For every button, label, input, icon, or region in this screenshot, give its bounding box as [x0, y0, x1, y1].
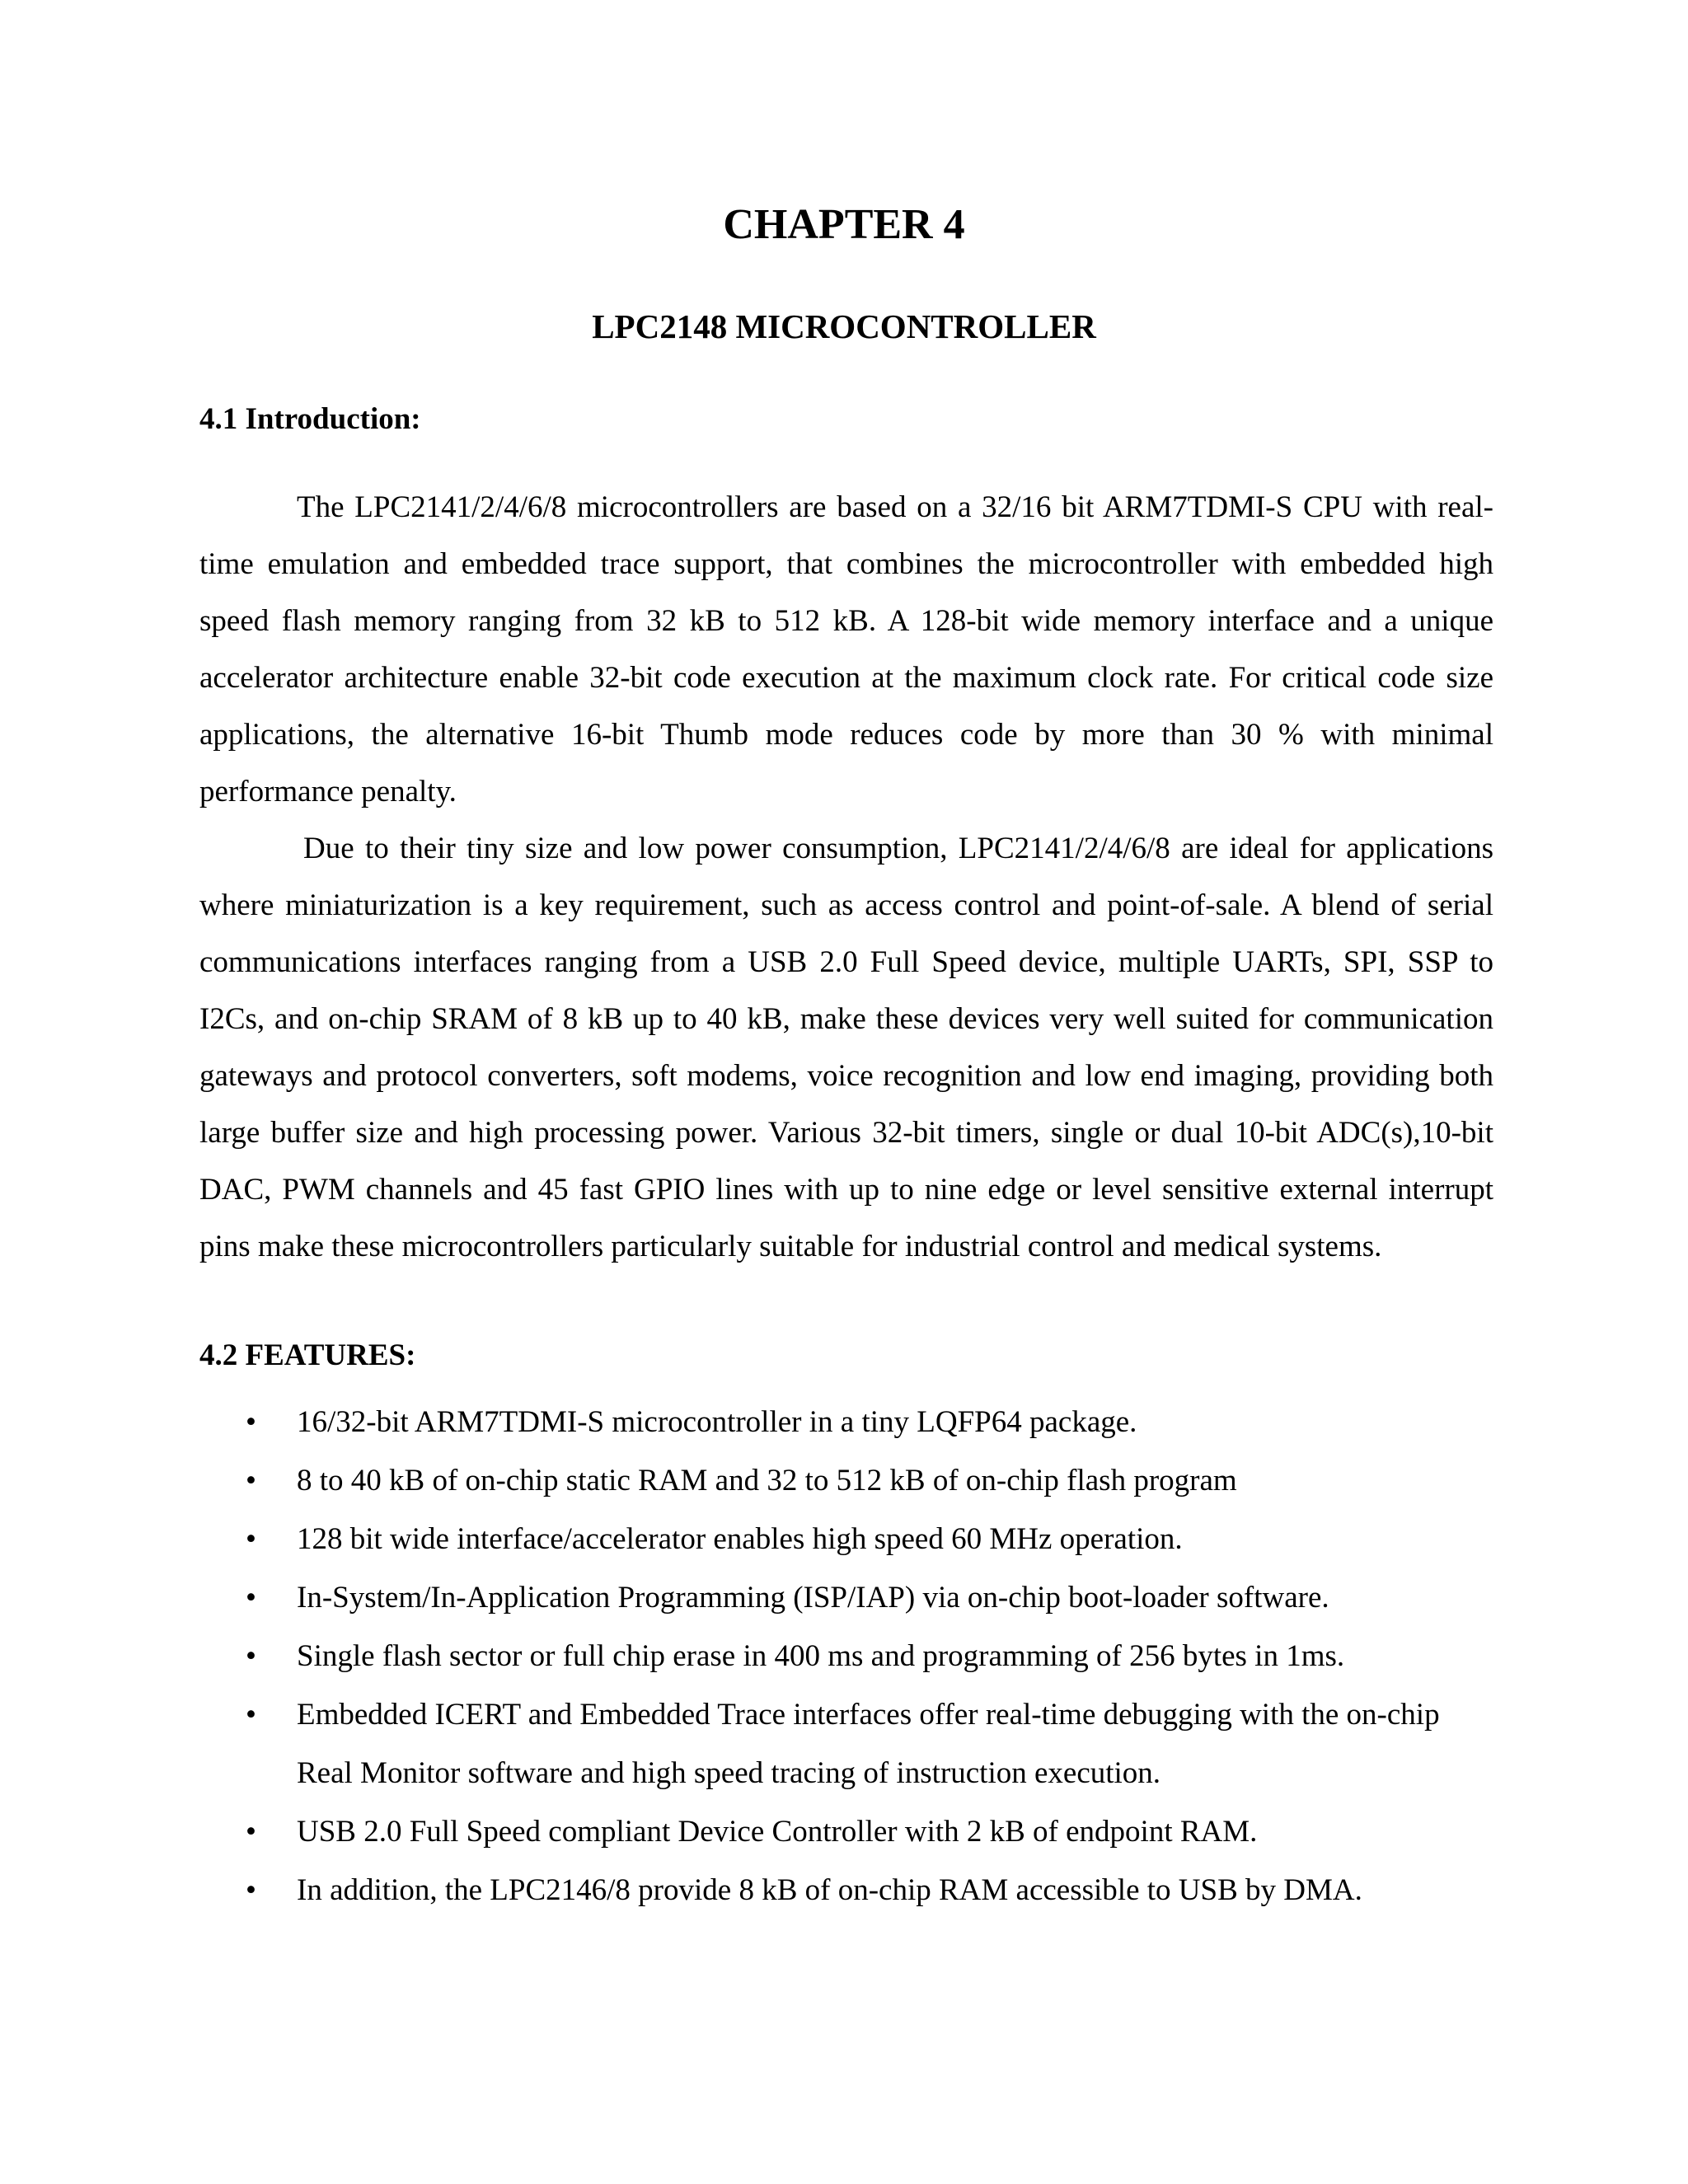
feature-text: Embedded ICERT and Embedded Trace interfaces offer real-time debugging with the on-chip Real Monitor software and high speed tracing of instruction execution.	[297, 1698, 1440, 1790]
bullet-icon: •	[246, 1522, 256, 1556]
feature-item	[199, 1685, 1493, 1802]
chapter-subtitle: LPC2148 MICROCONTROLLER	[592, 307, 1096, 345]
bullet-icon: •	[246, 1698, 256, 1732]
feature-text: 16/32-bit ARM7TDMI-S microcontroller in a tiny LQFP64 package.	[297, 1405, 1137, 1439]
feature-text: 8 to 40 kB of on-chip static RAM and 32 to 512 kB of on-chip flash program	[297, 1464, 1237, 1497]
feature-text: Single flash sector or full chip erase in 400 ms and programming of 256 bytes in 1ms.	[297, 1639, 1345, 1673]
feature-item	[199, 1568, 1493, 1627]
feature-item	[199, 1861, 1493, 1919]
feature-item	[199, 1510, 1493, 1568]
feature-text: In addition, the LPC2146/8 provide 8 kB of on-chip RAM accessible to USB by DMA.	[297, 1873, 1362, 1907]
section-heading-introduction: 4.1 Introduction:	[199, 402, 421, 436]
bullet-icon: •	[246, 1815, 256, 1849]
bullet-icon: •	[246, 1581, 256, 1615]
feature-text: 128 bit wide interface/accelerator enables high speed 60 MHz operation.	[297, 1522, 1183, 1556]
chapter-title: CHAPTER 4	[723, 201, 965, 248]
feature-item	[199, 1802, 1493, 1861]
feature-item	[199, 1627, 1493, 1685]
bullet-icon: •	[246, 1464, 256, 1497]
bullet-icon: •	[246, 1873, 256, 1907]
feature-item	[199, 1393, 1493, 1451]
intro-paragraph-2: Due to their tiny size and low power consumption, LPC2141/2/4/6/8 are ideal for applications where miniaturization is a key requirement, such as access control and point-of-sale. A blend of serial communications interfaces ranging from a USB 2.0 Full Speed device, multiple UARTs, SPI, SSP to I2Cs, and on-chip SRAM of 8 kB up to 40 kB, make these devices very well suited for communication gateways and protocol converters, soft modems, voice recognition and low end imaging, providing both large buffer size and high processing power. Various 32-bit timers, single or dual 10-bit ADC(s),10-bit DAC, PWM channels and 45 fast GPIO lines with up to nine edge or level sensitive external interrupt pins make these microcontrollers particularly suitable for industrial control and medical systems.	[199, 832, 1493, 1263]
section-heading-features: 4.2 FEATURES:	[199, 1338, 416, 1372]
bullet-icon: •	[246, 1639, 256, 1673]
bullet-icon: •	[246, 1405, 256, 1439]
feature-text: In-System/In-Application Programming (ISP/IAP) via on-chip boot-loader software.	[297, 1581, 1329, 1615]
features-list	[199, 1393, 1493, 1919]
intro-paragraph-1: The LPC2141/2/4/6/8 microcontrollers are based on a 32/16 bit ARM7TDMI-S CPU with real-time emulation and embedded trace support, that combines the microcontroller with embedded high speed flash memory ranging from 32 kB to 512 kB. A 128-bit wide memory interface and a unique accelerator architecture enable 32-bit code execution at the maximum clock rate. For critical code size applications, the alternative 16-bit Thumb mode reduces code by more than 30 % with minimal performance penalty.	[199, 490, 1493, 808]
feature-item	[199, 1451, 1493, 1510]
feature-text: USB 2.0 Full Speed compliant Device Controller with 2 kB of endpoint RAM.	[297, 1815, 1258, 1849]
